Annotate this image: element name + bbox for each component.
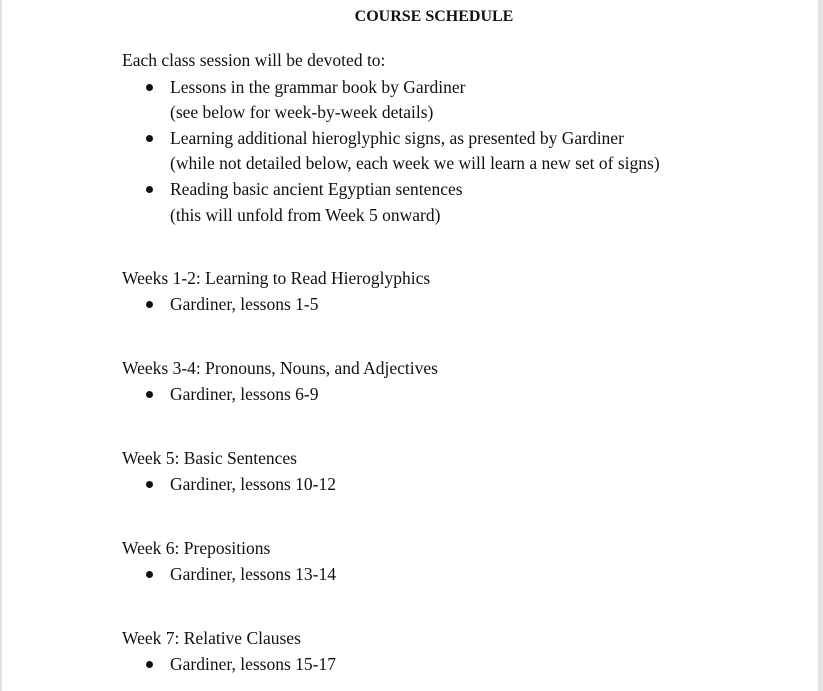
page-edge-right	[818, 0, 823, 691]
bullet-icon	[146, 571, 153, 578]
intro-item-note: (while not detailed below, each week we will learn a new set of signs)	[170, 153, 660, 173]
week-heading: Weeks 1-2: Learning to Read Hieroglyphics	[122, 268, 431, 288]
page-edge-left	[0, 0, 2, 691]
bullet-icon	[146, 481, 153, 488]
week-item: Gardiner, lessons 13-14	[170, 564, 337, 584]
intro-item-note: (this will unfold from Week 5 onward)	[170, 205, 441, 225]
bullet-icon	[146, 186, 153, 193]
week-heading: Week 5: Basic Sentences	[122, 448, 297, 468]
bullet-icon	[146, 84, 153, 91]
week-item: Gardiner, lessons 6-9	[170, 384, 319, 404]
week-heading: Weeks 3-4: Pronouns, Nouns, and Adjectives	[122, 358, 438, 378]
intro-text: Each class session will be devoted to:	[122, 50, 386, 70]
page-title: COURSE SCHEDULE	[354, 8, 514, 25]
week-heading: Week 6: Prepositions	[122, 538, 271, 558]
bullet-icon	[146, 661, 153, 668]
intro-item-note: (see below for week-by-week details)	[170, 102, 434, 122]
bullet-icon	[146, 391, 153, 398]
intro-item: Learning additional hieroglyphic signs, as presented by Gardiner	[170, 128, 624, 148]
week-item: Gardiner, lessons 10-12	[170, 474, 337, 494]
bullet-icon	[146, 135, 153, 142]
week-item: Gardiner, lessons 15-17	[170, 654, 337, 674]
intro-item: Lessons in the grammar book by Gardiner	[170, 77, 466, 97]
week-heading: Week 7: Relative Clauses	[122, 628, 301, 648]
week-item: Gardiner, lessons 1-5	[170, 294, 319, 314]
intro-item: Reading basic ancient Egyptian sentences	[170, 179, 463, 199]
bullet-icon	[146, 301, 153, 308]
